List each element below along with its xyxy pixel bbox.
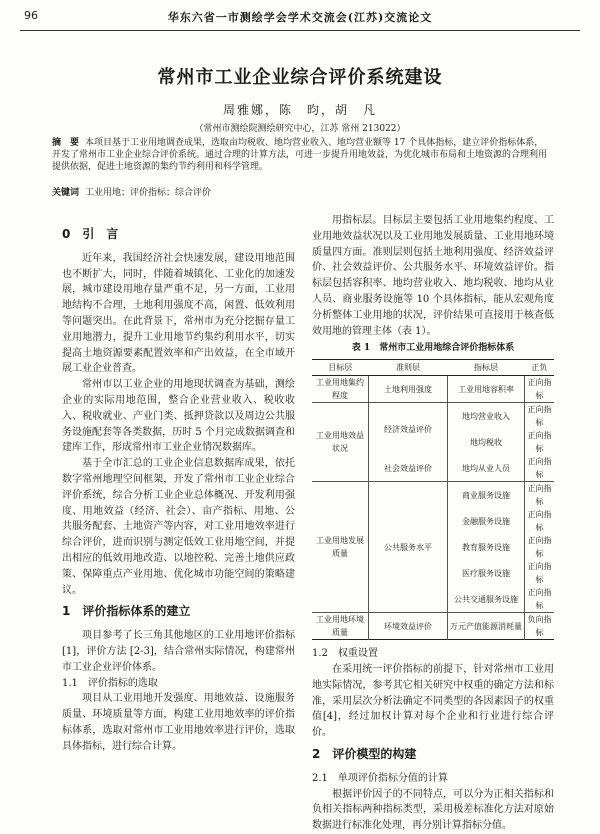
section-1-heading: 1 评价指标体系的建立 [62,604,191,619]
keywords [52,185,552,198]
indicator-cell: 地均税收 [448,429,525,455]
subsection-1-2-paragraph: 在采用统一评价指标的前提下，针对常州市工业用地实际情况，参考其它相关研究中权重的确定方法和标准，采用层次分析法确定不同类型的各因素因子的权重值[4]，经过加权计算对每个企业和行业进行综合评价。 [312,663,554,739]
sign-cell: 正向指标 [527,536,552,559]
subsection-1-1-heading: 1.1 评价指标的选取 [62,677,158,689]
indicator-cell: 工业用地容积率 [448,376,525,403]
indicator-table [312,359,554,640]
table-header-row [312,360,554,376]
keywords-text: 工业用地；评价指标；综合评价 [85,188,212,198]
table-row [312,376,554,403]
indicator-cell: 万元产值能源消耗量 [448,613,525,640]
authors: 周雅娜，陈 昀，胡 凡 [222,103,377,117]
criteria-cell: 环境效益评价 [369,613,448,640]
table-row [312,613,554,640]
sign-cell: 正向指标 [525,376,555,403]
table-caption: 表 1 常州市工业用地综合评价指标体系 [351,343,515,354]
criteria-cell: 土地利用强度 [369,376,448,403]
subsection-2-1-paragraph: 根据评价因子的不同特点，可以分为正相关指标和负相关指标两种指标类型，采用极差标准化方法对原始数据进行标准化处理，再分别计算指标分值。 [312,788,554,832]
target-cell: 工业用地集约程度 [312,376,369,403]
running-header [0,0,600,28]
indicator-cell: 金融服务设施 [448,508,525,534]
section-0-paragraph-3: 基于全市汇总的工业企业信息数据库成果，依托数字常州地理空间框架，开发了常州市工业企业综合评价系统，综合分析工业企业总体概况、开发利用强度、用地效益（经济、社会）、亩产指标、用地、公共服务配套、土地资产等内容，对工业用地效率进行综合评价，进而识别与测定低效工业用地空间，并提出相应的低效用地改造、以地控税、完善土地供应政策、保障重点产业用地、优化城市功能空间的策略建议。 [62,458,295,596]
right-column [312,213,554,834]
target-cell: 工业用地环境质量 [312,613,369,640]
indicator-cell: 公共交通服务设施 [448,586,525,613]
table-header-cell: 准则层 [369,360,448,376]
indicator-cell: 医疗服务设施 [448,560,525,586]
abstract-text: 本项目基于工业用地调查成果，选取亩均税收、地均营业收入、地均营业额等 17 个具体指标，建立评价指标体系，开发了常州市工业企业综合评价系统。通过合理的计算方法，可进一步提升用地效益，为优化城市布局和土地资源的合理利用提供依据，促进土地资源的集约节约利用和科学管理。 [52,138,548,172]
criteria-cell: 公共服务水平 [369,482,448,613]
page-number: 96 [24,9,38,22]
sign-cell: 正向指标 [527,457,552,480]
sign-cell: 正向指标 [525,403,555,430]
section-0-paragraph-2: 常州市以工业企业的用地现状调查为基础，测绘企业的实际用地范围，整合企业营业收入、税收收入、税收就业、产业门类、抵押贷款以及周边公共服务设施配套等各类数据，历时 5 个月完成数据调查和建库工作，形成常州市工业企业情况数据库。 [62,379,295,454]
left-column [62,221,295,755]
table-row [312,403,554,430]
abstract [52,137,552,173]
section-1-paragraph-2: 项目从工业用地开发强度、用地效益、设施服务质量、环境质量等方面，构建工业用地效率的评价指标体系，选取对常州市工业用地效率进行评价，选取具体指标，进行综合计算。 [62,693,295,752]
header-rule [20,30,580,31]
section-1-paragraph-1: 项目参考了长三角其他地区的工业用地评价指标 [1]，评价方法 [2-3]，结合常州实际情况，构建常州市工业企业评价体系。 [62,630,295,673]
indicator-cell: 教育服务设施 [448,534,525,560]
subsection-2-1-heading: 2.1 单项评价指标分值的计算 [312,772,448,784]
sign-cell: 正向指标 [527,562,552,585]
section-0-heading: 0 引 言 [62,227,119,241]
abstract-label: 摘 要 [52,138,80,148]
sign-cell: 正向指标 [525,482,555,509]
table-header-cell: 正负 [525,360,555,376]
running-title: 华东六省一市测绘学会学术交流会(江苏)交流论文 [167,11,433,24]
sign-cell: 正向指标 [527,510,552,533]
sign-cell: 正向指标 [527,588,552,611]
section-0-paragraph-1: 近年来，我国经济社会快速发展，建设用地范围也不断扩大，同时，伴随着城镇化、工业化的加速发展，城市建设用地存量严重不足，另一方面，工业用地结构不合理，土地利用强度不高，闲置、低效利用等问题突出。在此背景下，常州市为充分挖掘存量工业用地潜力，提升工业用地节约集约利用水平，切实提高土地资源要素配置效率和产出效益，在全市域开展工业企业普查。 [62,252,295,375]
sign-cell: 负向指标 [525,613,555,640]
affiliation: （常州市测绘院测绘研究中心，江苏 常州 213022） [194,124,406,134]
table-row [312,482,554,509]
table-header-cell: 目标层 [312,360,369,376]
sign-cell: 正向指标 [527,431,552,454]
keywords-label: 关键词 [52,188,80,198]
criteria-cell: 经济效益评价 [369,403,448,456]
target-cell: 工业用地效益状况 [312,403,369,482]
paper-title: 常州市工业企业综合评价系统建设 [157,67,443,88]
table-header-cell: 指标层 [448,360,525,376]
indicator-cell: 商业服务设施 [448,482,525,509]
indicator-cell: 地均从业人员 [448,455,525,482]
criteria-cell: 社会效益评价 [369,455,448,482]
target-cell: 工业用地发展质量 [312,482,369,613]
indicator-cell: 地均营业收入 [448,403,525,430]
section-2-heading: 2 评价模型的构建 [312,746,417,761]
subsection-1-2-heading: 1.2 权重设置 [312,648,378,660]
right-top-paragraph: 用指标层。目标层主要包括工业用地集约程度、工业用地效益状况以及工业用地发展质量、工业用地环境质量四方面。准则层则包括土地利用强度、经济效益评价、社会效益评价、公共服务水平、环境效益评价。指标层包括容积率、地均营业收入、地均税收、地均从业人员、商业服务设施等 10 个具体指标，能从宏观角度分析整体工业用地的状况，评价结果可直接用于核查低效用地的管理主体（表 1）。 [312,215,554,337]
